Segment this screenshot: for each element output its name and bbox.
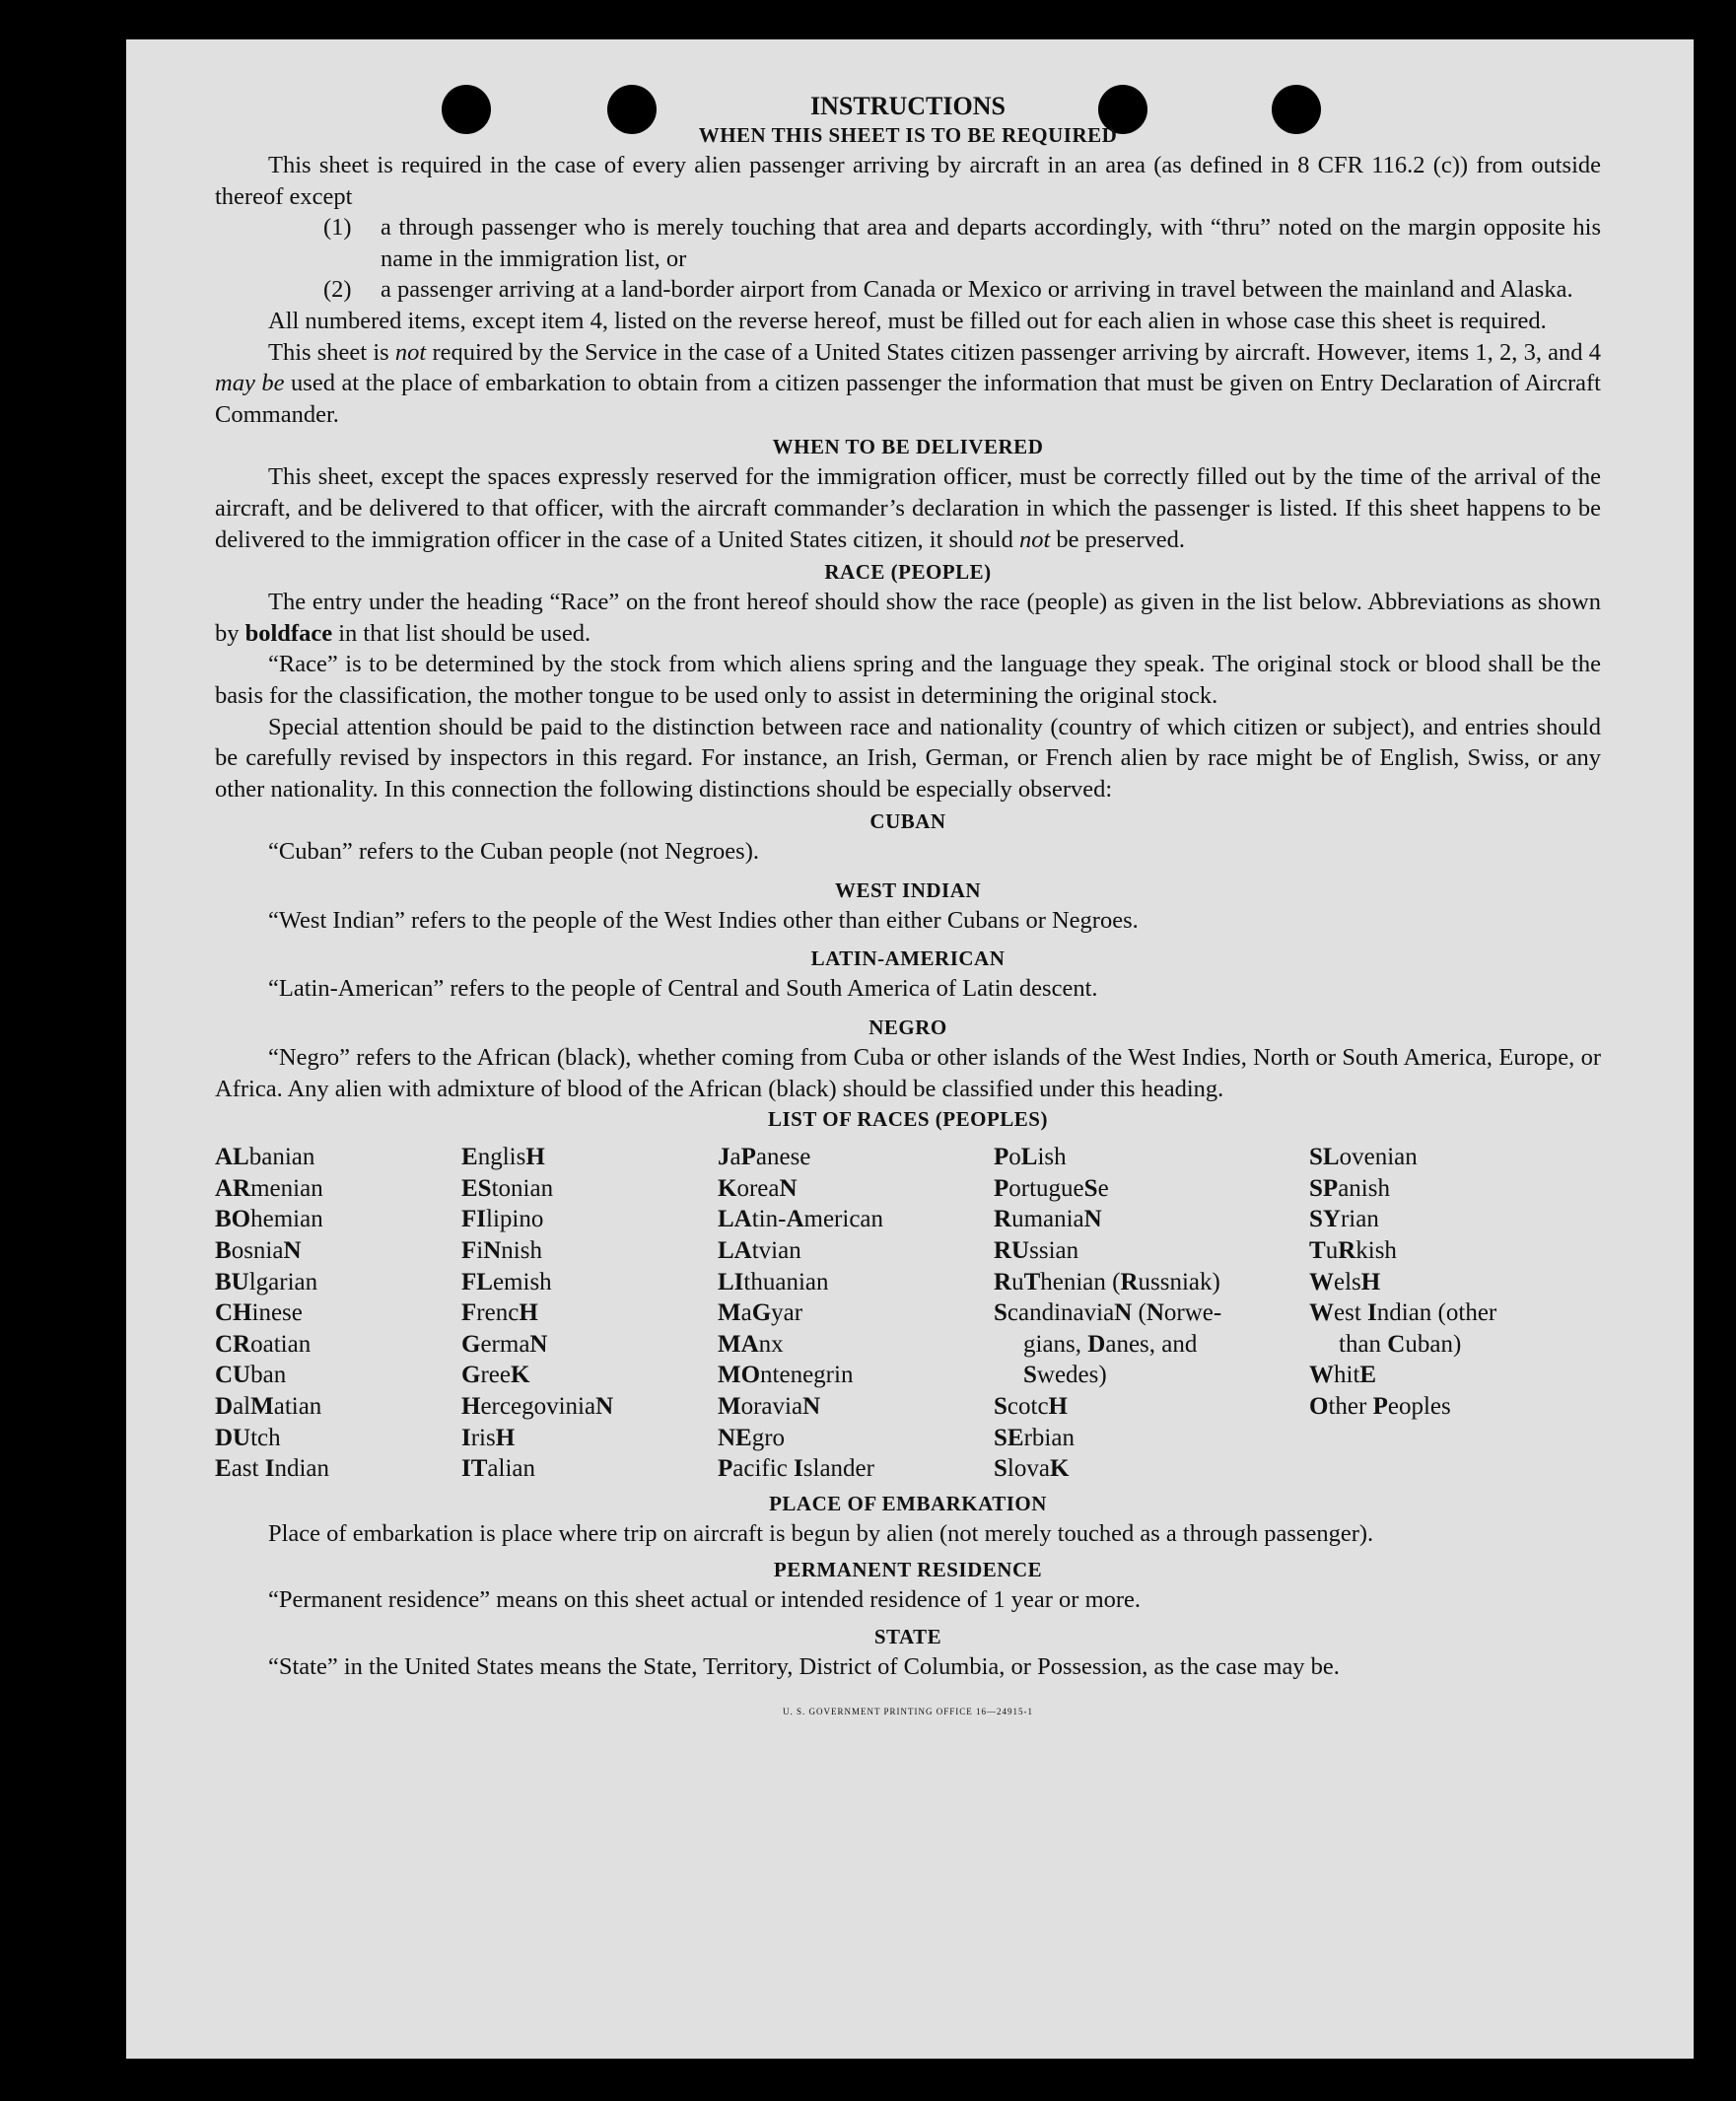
race-entry: CRoatian: [215, 1330, 312, 1358]
race-paragraph-3: Special attention should be paid to the distinction between race and nationality (country of which citizen or subject), and entries should be carefully revised by inspectors in this regard. For instance, an Irish, German, or French alien by race might be of English, Swiss, or any other nationality. In this connection the following distinctions should be especially observed:: [215, 713, 1601, 803]
document-page: [126, 39, 1694, 2059]
printing-office-footer: U. S. GOVERNMENT PRINTING OFFICE 16—24915-1: [782, 1706, 1034, 1716]
race-entry: SlovaK: [994, 1455, 1070, 1483]
race-entry: Swedes): [1023, 1362, 1107, 1389]
page-title: INSTRUCTIONS: [810, 92, 1006, 120]
races-column-1: [215, 1142, 461, 1485]
race-entry: than Cuban): [1339, 1330, 1462, 1358]
exception-item: [323, 212, 1601, 274]
heading-state: STATE: [873, 1624, 942, 1648]
race-entry: Pacific Islander: [718, 1455, 874, 1483]
race-entry: FiNnish: [461, 1237, 542, 1265]
race-entry: HercegoviniaN: [461, 1393, 614, 1420]
race-entry: KoreaN: [718, 1174, 798, 1202]
race-entry: ARmenian: [215, 1174, 323, 1202]
embarkation-text: Place of embarkation is place where trip on aircraft is begun by alien (not merely touched as a through passenger).: [268, 1519, 1374, 1547]
heading-race: RACE (PEOPLE): [824, 560, 992, 585]
race-entry: SPanish: [1309, 1174, 1390, 1202]
races-list: [215, 1142, 1601, 1485]
race-entry: FLemish: [461, 1268, 552, 1296]
heading-cuban: CUBAN: [869, 809, 946, 834]
race-entry: LIthuanian: [718, 1268, 829, 1296]
state-text: “State” in the United States means the State, Territory, District of Columbia, or Possession, as the case may be.: [268, 1652, 1340, 1680]
race-entry: NEgro: [718, 1424, 786, 1451]
heading-list-of-races: LIST OF RACES (PEOPLES): [768, 1107, 1048, 1132]
race-entry: EStonian: [461, 1174, 554, 1202]
numbered-items-paragraph: All numbered items, except item 4, listed on the reverse hereof, must be filled out for each alien in whose case this sheet is required.: [268, 307, 1547, 334]
race-entry: Other Peoples: [1309, 1393, 1451, 1420]
race-entry: ScandinaviaN (Norwe-: [994, 1299, 1222, 1327]
race-entry: PoLish: [994, 1144, 1067, 1171]
race-entry: LAtin-American: [718, 1206, 884, 1233]
item-number: (2): [323, 276, 352, 304]
race-paragraph-1: The entry under the heading “Race” on the front hereof should show the race (people) as given in the list below. Abbreviations as shown by boldface in that list should be used.: [215, 589, 1601, 647]
race-entry: ScotcH: [994, 1393, 1068, 1420]
race-entry: RUssian: [994, 1237, 1079, 1265]
race-entry: SLovenian: [1309, 1144, 1418, 1171]
races-column-4: [994, 1142, 1309, 1485]
race-entry: BOhemian: [215, 1206, 323, 1233]
required-intro: This sheet is required in the case of every alien passenger arriving by aircraft in an area (as defined in 8 CFR 116.2 (c)) from outside thereof except: [215, 152, 1601, 210]
heading-required: WHEN THIS SHEET IS TO BE REQUIRED: [698, 123, 1118, 147]
races-column-3: [718, 1142, 994, 1485]
race-paragraph-2: “Race” is to be determined by the stock from which aliens spring and the language they speak. The original stock or blood shall be the basis for the classification, the mother tongue to be used only to assist in determining the original stock.: [215, 651, 1601, 709]
race-entry: MAnx: [718, 1330, 784, 1358]
race-entry: SErbian: [994, 1424, 1075, 1451]
residence-text: “Permanent residence” means on this sheet actual or intended residence of 1 year or more.: [268, 1586, 1142, 1614]
race-entry: DalMatian: [215, 1393, 322, 1420]
race-entry: FrencH: [461, 1299, 538, 1327]
race-entry: GreeK: [461, 1362, 530, 1389]
race-entry: West Indian (other: [1309, 1299, 1497, 1327]
race-entry: WhitE: [1309, 1362, 1377, 1389]
item-text: a passenger arriving at a land-border airport from Canada or Mexico or arriving in travel between the mainland and Alaska.: [381, 276, 1573, 304]
race-entry: IrisH: [461, 1424, 516, 1451]
race-entry: SYrian: [1309, 1206, 1379, 1233]
race-entry: FIlipino: [461, 1206, 544, 1233]
race-entry: JaPanese: [718, 1144, 811, 1171]
race-entry: GermaN: [461, 1330, 548, 1358]
race-entry: MoraviaN: [718, 1393, 821, 1420]
race-entry: PortugueSe: [994, 1174, 1109, 1202]
delivered-paragraph: This sheet, except the spaces expressly reserved for the immigration officer, must be correctly filled out by the time of the arrival of the aircraft, and be delivered to that officer, with the aircraft commander’s declaration in which the passenger is listed. If this sheet happens to be delivered to the immigration officer in the case of a United States citizen, it should not be preserved.: [215, 463, 1601, 553]
heading-delivered: WHEN TO BE DELIVERED: [772, 435, 1044, 459]
races-column-2: [461, 1142, 718, 1485]
item-text: a through passenger who is merely touching that area and departs accordingly, with “thru” noted on the margin opposite his name in the immigration list, or: [381, 214, 1601, 272]
west-indian-text: “West Indian” refers to the people of the West Indies other than either Cubans or Negroes.: [268, 906, 1139, 934]
heading-permanent-residence: PERMANENT RESIDENCE: [773, 1558, 1043, 1582]
cuban-text: “Cuban” refers to the Cuban people (not Negroes).: [268, 838, 759, 866]
citizen-paragraph: This sheet is not required by the Service in the case of a United States citizen passenger arriving by aircraft. However, items 1, 2, 3, and 4 may be used at the place of embarkation to obtain from a citizen passenger the information that must be given on Entry Declaration of Aircraft Commander.: [215, 338, 1602, 428]
race-entry: BosniaN: [215, 1237, 302, 1265]
race-entry: BUlgarian: [215, 1268, 318, 1296]
race-entry: CUban: [215, 1362, 287, 1389]
race-entry: RuThenian (Russniak): [994, 1268, 1220, 1296]
heading-negro: NEGRO: [868, 1015, 947, 1040]
race-entry: RumaniaN: [994, 1206, 1102, 1233]
race-entry: CHinese: [215, 1299, 303, 1327]
race-entry: DUtch: [215, 1424, 281, 1451]
heading-latin-american: LATIN-AMERICAN: [810, 946, 1006, 971]
heading-embarkation: PLACE OF EMBARKATION: [769, 1491, 1047, 1515]
race-entry: MOntenegrin: [718, 1362, 854, 1389]
item-number: (1): [323, 214, 352, 242]
race-entry: ITalian: [461, 1455, 535, 1483]
race-entry: East Indian: [215, 1455, 329, 1483]
race-entry: LAtvian: [718, 1237, 801, 1265]
race-entry: MaGyar: [718, 1299, 803, 1327]
race-entry: TuRkish: [1309, 1237, 1397, 1265]
latin-american-text: “Latin-American” refers to the people of Central and South America of Latin descent.: [268, 975, 1098, 1003]
instructions-body: [215, 91, 1601, 1727]
race-entry: gians, Danes, and: [1023, 1330, 1198, 1358]
races-column-5: [1309, 1142, 1601, 1485]
negro-text: “Negro” refers to the African (black), whether coming from Cuba or other islands of the West Indies, North or South America, Europe, or Africa. Any alien with admixture of blood of the African (black) should be classified under this heading.: [215, 1044, 1601, 1102]
race-entry: WelsH: [1309, 1268, 1381, 1296]
exception-item: [323, 274, 1601, 306]
heading-west-indian: WEST INDIAN: [834, 877, 982, 902]
race-entry: EnglisH: [461, 1144, 545, 1171]
race-entry: ALbanian: [215, 1144, 315, 1171]
